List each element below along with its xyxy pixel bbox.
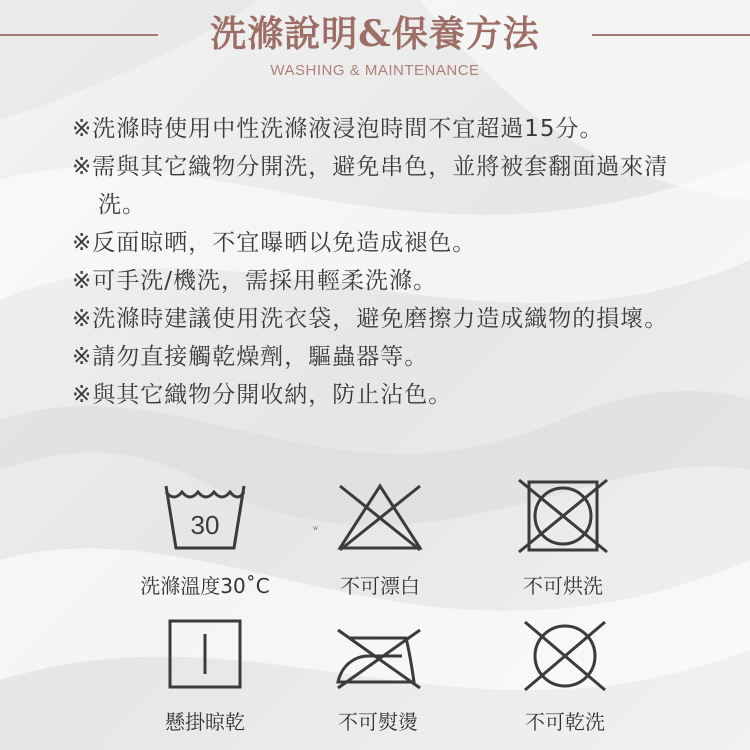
no-tumble-dry-icon: [513, 478, 613, 556]
care-symbol-wash-30: [115, 478, 295, 599]
header-rule-left: [0, 34, 158, 36]
care-label: 不可烘洗: [523, 574, 603, 598]
page-title: 洗滌說明&保養方法: [210, 13, 540, 55]
care-label: 不可漂白: [340, 574, 420, 598]
care-note: ※請勿直接觸乾燥劑，驅蟲器等。: [72, 344, 429, 370]
care-symbol-no-iron: [288, 618, 468, 735]
line-dry-icon: [160, 618, 250, 692]
no-bleach-icon: [330, 478, 430, 556]
care-label: 不可乾洗: [525, 710, 605, 734]
care-notes-list: [72, 110, 712, 414]
care-label: 不可熨燙: [338, 710, 418, 734]
no-iron-icon: [328, 618, 428, 692]
no-dry-clean-icon: [515, 618, 615, 692]
care-label: 懸掛晾乾: [165, 710, 245, 734]
header-rule-right: [592, 34, 750, 36]
care-note: ※與其它織物分開收納，防止沾色。: [72, 382, 453, 408]
stray-mark: w: [313, 525, 319, 532]
care-label: 洗滌溫度30˚C: [140, 574, 270, 598]
care-symbol-no-dry-clean: [475, 618, 655, 735]
care-note: ※洗滌時建議使用洗衣袋，避免磨擦力造成織物的損壞。: [72, 306, 669, 332]
care-note: ※可手洗/機洗，需採用輕柔洗滌。: [72, 268, 438, 294]
care-symbol-no-bleach: [290, 478, 470, 599]
care-note: ※反面晾晒，不宜曝晒以免造成褪色。: [72, 230, 477, 256]
wash-30-icon: [160, 478, 250, 556]
page-subtitle: WASHING & MAINTENANCE: [270, 62, 480, 79]
care-symbol-no-tumble-dry: [473, 478, 653, 599]
header: [0, 0, 750, 90]
wash-temp: 30: [190, 510, 220, 540]
care-symbol-line-dry: [115, 618, 295, 735]
care-note: ※洗滌時使用中性洗滌液浸泡時間不宜超過15分。: [72, 116, 604, 142]
care-note: ※需與其它織物分開洗，避免串色，並將被套翻面過來清洗。: [72, 154, 669, 218]
